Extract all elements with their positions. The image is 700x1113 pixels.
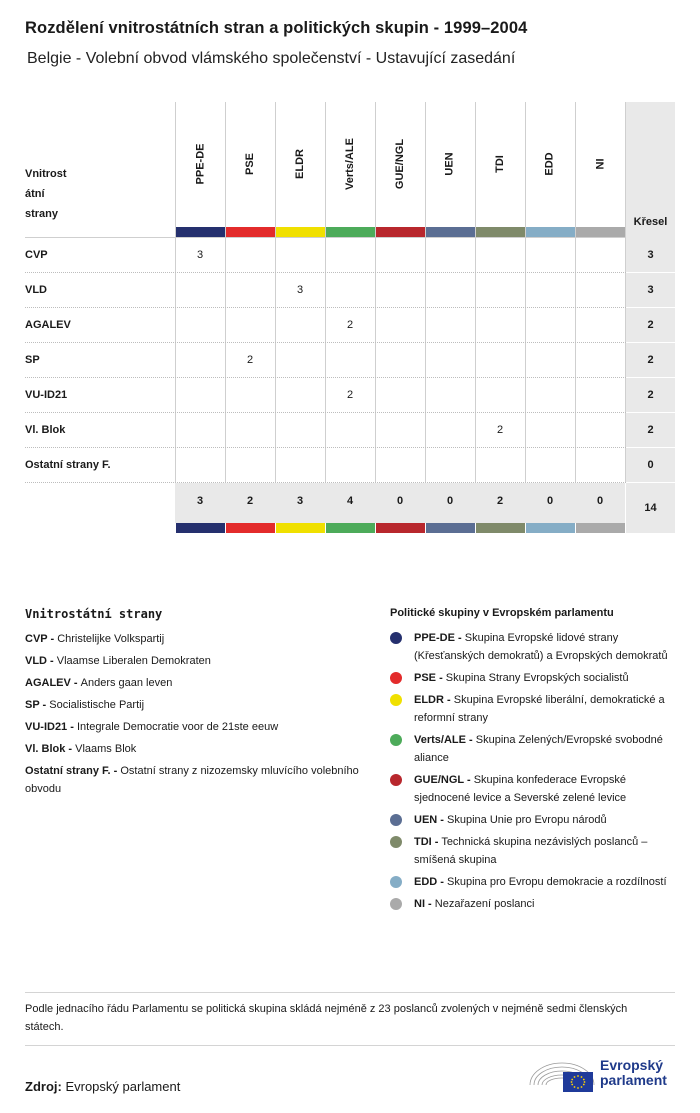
party-legend-abbr: Ostatní strany F. -: [25, 765, 121, 777]
group-total-value: 4: [346, 495, 354, 507]
group-total-value: 3: [296, 495, 304, 507]
seats-header-label: Křesel: [633, 216, 668, 228]
groups-legend: [390, 607, 675, 917]
group-legend-name: Skupina Zelených/Evropské svobodné aliance: [414, 734, 663, 764]
row-seats-value: 3: [626, 272, 675, 307]
party-row-label: Vl. Blok: [25, 424, 66, 436]
group-color-bar: [226, 227, 275, 237]
group-header-ni: [575, 102, 625, 226]
group-header-label: ELDR: [293, 149, 306, 179]
row-separator: [25, 307, 626, 308]
table-cell-value: 3: [296, 284, 304, 296]
party-legend-item: [25, 630, 370, 648]
group-header-ppede: [175, 102, 225, 226]
party-legend-abbr: Vl. Blok -: [25, 743, 76, 755]
group-color-bar-bottom: [476, 523, 525, 533]
group-header-label: NI: [594, 158, 606, 170]
party-legend-abbr: AGALEV -: [25, 677, 81, 689]
group-color-bar-bottom: [176, 523, 225, 533]
group-color-bar: [576, 227, 625, 237]
group-color-bar-bottom: [576, 523, 625, 533]
group-legend-item: [390, 895, 675, 913]
logo-text: [600, 1058, 667, 1088]
page-title: Rozdělení vnitrostátních stran a politických skupin - 1999–2004: [25, 19, 528, 37]
row-seats-value: 2: [626, 412, 675, 447]
group-legend-name: Skupina Strany Evropských socialistů: [445, 672, 629, 684]
party-legend-item: [25, 674, 370, 692]
total-seats-value: 14: [626, 483, 675, 533]
group-header-uen: [425, 102, 475, 226]
group-header-label: PPE-DE: [194, 143, 206, 185]
row-header-line: strany: [25, 208, 59, 220]
group-total-value: 0: [446, 495, 454, 507]
rules-note: Podle jednacího řádu Parlamentu se politická skupina skládá nejméně z 23 poslanců zvolených v nejméně sedmi členských státech.: [25, 1003, 628, 1033]
party-row-label: SP: [25, 354, 40, 366]
seats-column-header: [626, 102, 675, 237]
groups-legend-title: Politické skupiny v Evropském parlamentu: [390, 607, 614, 619]
distribution-table: [25, 102, 675, 533]
seat-cell-gap: [626, 272, 675, 273]
party-row-label: CVP: [25, 249, 48, 261]
group-header-tdi: [475, 102, 525, 226]
group-color-bar-bottom: [226, 523, 275, 533]
source-label: Zdroj:: [25, 1079, 62, 1094]
group-header-guengl: [375, 102, 425, 226]
european-parliament-logo: [528, 1055, 678, 1095]
group-legend-abbr: PSE -: [414, 672, 443, 684]
group-color-dot-icon: [390, 836, 402, 848]
group-color-bar: [276, 227, 325, 237]
table-cell-value: 2: [346, 389, 354, 401]
source-value: Evropský parlament: [65, 1079, 181, 1094]
party-legend-item: [25, 740, 370, 758]
group-legend-item: [390, 629, 675, 665]
parliament-hemicycle-icon: [528, 1055, 598, 1095]
group-legend-item: [390, 873, 675, 891]
table-cell-value: 2: [496, 424, 504, 436]
party-row-label: VU-ID21: [25, 389, 68, 401]
group-legend-item: [390, 833, 675, 869]
row-header-label: [25, 164, 85, 224]
group-color-dot-icon: [390, 694, 402, 706]
seat-cell-gap: [626, 447, 675, 448]
group-color-dot-icon: [390, 876, 402, 888]
group-color-bar: [376, 227, 425, 237]
row-header-line: Vnitrost: [25, 168, 67, 180]
party-legend-item: [25, 718, 370, 736]
group-legend-item: [390, 669, 675, 687]
group-legend-name: Skupina Evropské lidové strany (Křesťanských demokratů) a Evropských demokratů: [414, 632, 668, 662]
group-legend-abbr: UEN -: [414, 814, 444, 826]
group-legend-abbr: GUE/NGL -: [414, 774, 471, 786]
group-color-bar: [526, 227, 575, 237]
party-legend-abbr: SP -: [25, 699, 50, 711]
group-color-dot-icon: [390, 814, 402, 826]
group-header-label: UEN: [443, 152, 456, 176]
group-total-value: 0: [396, 495, 404, 507]
row-separator: [25, 272, 626, 273]
group-legend-name: Nezařazení poslanci: [434, 898, 535, 910]
row-seats-value: 2: [626, 307, 675, 342]
row-seats-value: 2: [626, 377, 675, 412]
party-legend-name: Socialistische Partij: [49, 699, 145, 711]
group-color-bar-bottom: [526, 523, 575, 533]
group-color-bar: [176, 227, 225, 237]
group-header-edd: [525, 102, 575, 226]
party-legend-abbr: VU-ID21 -: [25, 721, 77, 733]
group-legend-name: Skupina Evropské liberální, demokratické a reformní strany: [414, 694, 665, 724]
logo-line-2: parlament: [600, 1072, 667, 1088]
group-legend-abbr: ELDR -: [414, 694, 451, 706]
party-legend-name: Christelijke Volkspartij: [57, 633, 165, 645]
group-header-label: EDD: [543, 152, 556, 176]
group-header-vertsale: [325, 102, 375, 226]
party-legend-item: [25, 652, 370, 670]
row-separator: [25, 342, 626, 343]
group-color-bar-bottom: [426, 523, 475, 533]
party-legend-name: Vlaamse Liberalen Demokraten: [56, 655, 211, 667]
group-header-label: TDI: [493, 155, 506, 173]
party-legend-name: Anders gaan leven: [80, 677, 173, 689]
group-legend-abbr: NI -: [414, 898, 432, 910]
group-color-bar: [326, 227, 375, 237]
group-total-value: 3: [196, 495, 204, 507]
row-seats-value: 3: [626, 237, 675, 272]
divider-bottom: [25, 1045, 675, 1046]
row-header-line: átní: [25, 188, 45, 200]
party-legend-name: Integrale Democratie voor de 21ste eeuw: [76, 721, 279, 733]
group-header-label: PSE: [243, 152, 256, 176]
group-legend-abbr: Verts/ALE -: [414, 734, 473, 746]
party-legend-name: Vlaams Blok: [75, 743, 137, 755]
table-cell-value: 2: [246, 354, 254, 366]
group-color-bar-bottom: [276, 523, 325, 533]
group-header-pse: [225, 102, 275, 226]
parties-legend: [25, 607, 370, 802]
party-legend-abbr: CVP -: [25, 633, 58, 645]
table-cell-value: 2: [346, 319, 354, 331]
group-total-value: 2: [246, 495, 254, 507]
party-legend-name: Ostatní strany z nizozemsky mluvícího volebního obvodu: [25, 765, 359, 795]
group-total-value: 0: [546, 495, 554, 507]
group-legend-name: Technická skupina nezávislých poslanců – smíšená skupina: [414, 836, 648, 866]
row-seats-value: 2: [626, 342, 675, 377]
source-line: [25, 1079, 180, 1094]
group-legend-abbr: TDI -: [414, 836, 439, 848]
party-legend-item: [25, 762, 370, 798]
row-seats-value: 0: [626, 447, 675, 482]
group-total-value: 0: [596, 495, 604, 507]
group-legend-item: [390, 731, 675, 767]
group-color-dot-icon: [390, 774, 402, 786]
group-color-bar: [476, 227, 525, 237]
group-legend-name: Skupina Unie pro Evropu národů: [447, 814, 607, 826]
group-header-eldr: [275, 102, 325, 226]
group-legend-item: [390, 771, 675, 807]
seat-cell-gap: [626, 412, 675, 413]
page-subtitle: Belgie - Volební obvod vlámského společenství - Ustavující zasedání: [27, 50, 516, 67]
table-cell-value: 3: [196, 249, 204, 261]
seat-cell-gap: [626, 377, 675, 378]
group-color-dot-icon: [390, 734, 402, 746]
group-legend-item: [390, 811, 675, 829]
party-legend-abbr: VLD -: [25, 655, 57, 667]
row-separator: [25, 447, 626, 448]
party-legend-item: [25, 696, 370, 714]
group-color-dot-icon: [390, 672, 402, 684]
party-row-label: VLD: [25, 284, 47, 296]
group-header-label: Verts/ALE: [344, 138, 356, 190]
seat-cell-gap: [626, 307, 675, 308]
group-header-label: GUE/NGL: [394, 138, 406, 190]
group-color-dot-icon: [390, 632, 402, 644]
group-color-bar-bottom: [376, 523, 425, 533]
group-legend-name: Skupina konfederace Evropské sjednocené levice a Severské zelené levice: [414, 774, 627, 804]
seat-cell-gap: [626, 342, 675, 343]
group-total-value: 2: [496, 495, 504, 507]
group-legend-abbr: EDD -: [414, 876, 444, 888]
party-row-label: AGALEV: [25, 319, 71, 331]
group-legend-item: [390, 691, 675, 727]
group-color-bar-bottom: [326, 523, 375, 533]
divider-top: [25, 992, 675, 993]
party-row-label: Ostatní strany F.: [25, 459, 111, 471]
group-color-dot-icon: [390, 898, 402, 910]
parties-legend-title: Vnitrostátní strany: [25, 607, 163, 621]
group-legend-abbr: PPE-DE -: [414, 632, 462, 644]
header-separator: [25, 237, 626, 238]
logo-line-1: Evropský: [600, 1057, 664, 1073]
group-color-bar: [426, 227, 475, 237]
row-separator: [25, 412, 626, 413]
group-legend-name: Skupina pro Evropu demokracie a rozdílností: [447, 876, 667, 888]
row-separator: [25, 377, 626, 378]
